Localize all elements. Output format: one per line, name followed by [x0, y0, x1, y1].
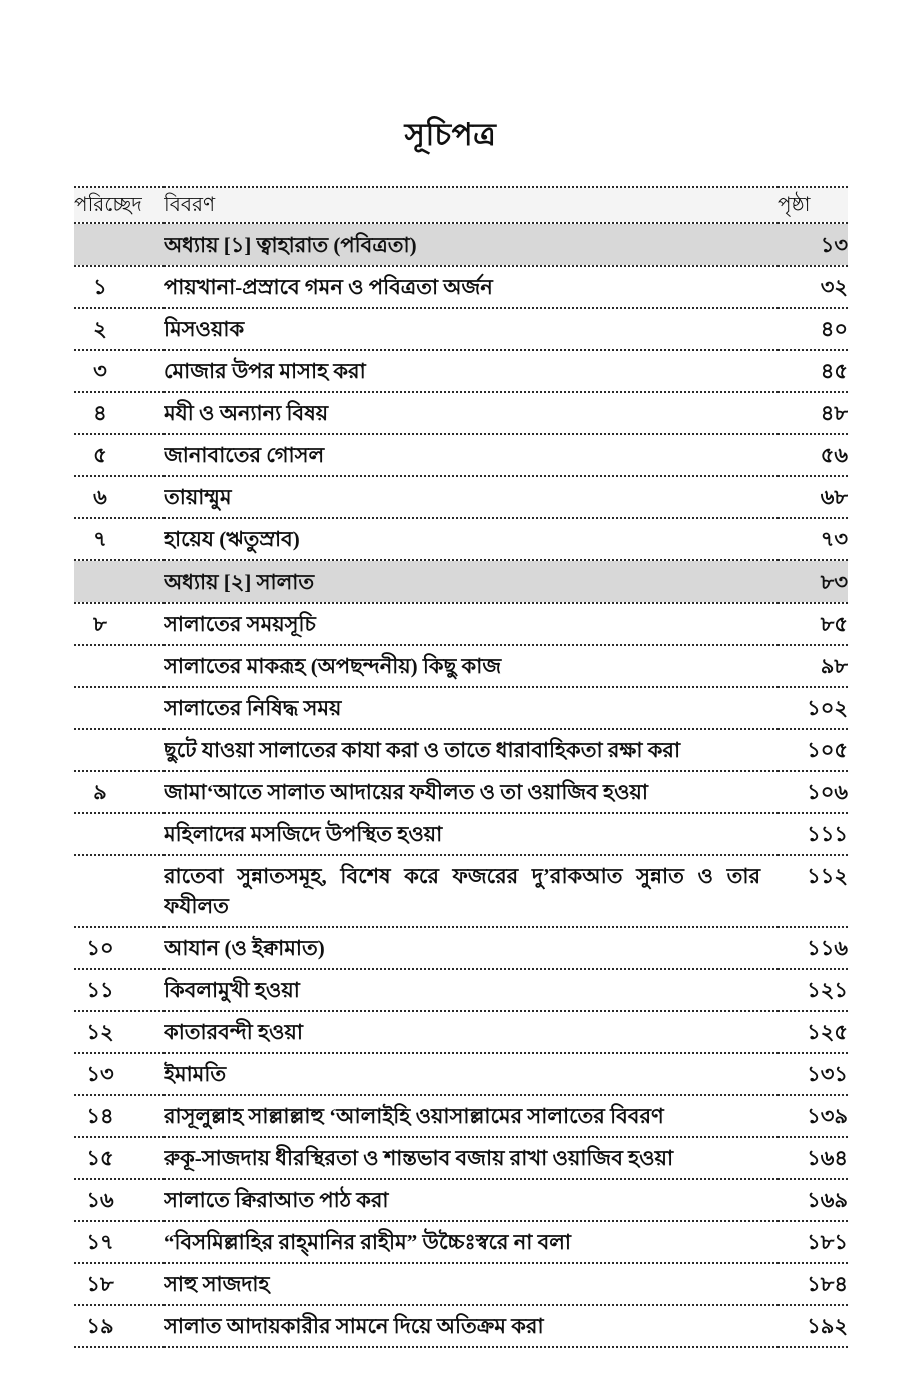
row-chapter-number: ১০ [86, 936, 114, 960]
table-row [74, 518, 848, 560]
table-row [74, 1053, 848, 1095]
row-page-number: ১৩ [820, 233, 848, 257]
row-chapter-number [74, 560, 164, 603]
row-chapter-number: ৬ [93, 485, 107, 509]
table-row [74, 1011, 848, 1053]
row-page-number: ৪০ [820, 317, 848, 341]
row-chapter-number [74, 687, 164, 729]
row-description: মোজার উপর মাসাহ করা [164, 359, 366, 383]
row-chapter-number: ১৭ [86, 1230, 114, 1254]
row-description: ছুটে যাওয়া সালাতের কাযা করা ও তাতে ধারাবাহিকতা রক্ষা করা [164, 738, 681, 762]
row-description: হায়েয (ঋতুস্রাব) [164, 527, 300, 551]
row-description: মিসওয়াক [164, 317, 245, 341]
row-chapter-number: ১৪ [86, 1104, 114, 1128]
row-page-number: ৪৫ [820, 359, 848, 383]
row-description: সালাতের সময়সূচি [164, 612, 316, 636]
row-description: পায়খানা-প্রস্রাবে গমন ও পবিত্রতা অর্জন [164, 275, 493, 299]
row-chapter-number: ১৯ [86, 1314, 114, 1338]
row-page-number: ৯৮ [820, 654, 848, 678]
row-page-number: ৫৬ [820, 443, 848, 467]
row-page-number: ১০৫ [807, 738, 848, 762]
table-row [74, 308, 848, 350]
table-row [74, 350, 848, 392]
row-page-number: ১২১ [807, 978, 848, 1002]
toc-table [74, 186, 848, 1348]
row-chapter-number: ৯ [93, 780, 107, 804]
row-description: সালাত আদায়কারীর সামনে দিয়ে অতিক্রম করা [164, 1314, 544, 1338]
row-page-number: ৬৮ [820, 485, 848, 509]
column-header-description: বিবরণ [164, 194, 216, 216]
table-row [74, 813, 848, 855]
toc-table-head [74, 187, 848, 223]
row-page-number: ৪৮ [820, 401, 848, 425]
row-chapter-number: ৭ [93, 527, 107, 551]
row-chapter-number: ১৩ [86, 1062, 114, 1086]
row-page-number: ১১১ [807, 822, 848, 846]
toc-table-body [74, 223, 848, 1347]
row-chapter-number: ১ [93, 275, 107, 299]
row-chapter-number [74, 223, 164, 266]
row-description: রুকূ-সাজদায় ধীরস্থিরতা ও শান্তভাব বজায় রাখা ওয়াজিব হওয়া [164, 1146, 674, 1170]
row-description: সালাতের নিষিদ্ধ সময় [164, 696, 342, 720]
row-description: সালাতে ক্বিরাআত পাঠ করা [164, 1188, 389, 1212]
table-row [74, 476, 848, 518]
table-row [74, 1095, 848, 1137]
table-row [74, 1179, 848, 1221]
row-chapter-number: ২ [93, 317, 107, 341]
row-page-number: ১৮১ [807, 1230, 848, 1254]
row-description: মযী ও অন্যান্য বিষয় [164, 401, 329, 425]
table-row [74, 927, 848, 969]
row-description: ইমামতি [164, 1062, 227, 1086]
row-chapter-number: ১৫ [86, 1146, 114, 1170]
row-description: রাসূলুল্লাহ সাল্লাল্লাহু ‘আলাইহি ওয়াসাল্লামের সালাতের বিবরণ [164, 1104, 664, 1128]
row-description: “বিসমিল্লাহির রাহ্‌মানির রাহীম” উচ্চৈঃস্বরে না বলা [164, 1230, 572, 1254]
chapter-heading-row [74, 223, 848, 266]
table-row [74, 1263, 848, 1305]
row-description: জানাবাতের গোসল [164, 443, 325, 467]
row-page-number: ১০৬ [807, 780, 848, 804]
table-row [74, 729, 848, 771]
table-row [74, 645, 848, 687]
row-description: কিবলামুখী হওয়া [164, 978, 300, 1002]
row-chapter-number: ৮ [93, 612, 107, 636]
table-row [74, 687, 848, 729]
row-page-number: ১২৫ [807, 1020, 848, 1044]
row-chapter-number: ৩ [93, 359, 107, 383]
table-row [74, 855, 848, 927]
row-description: জামা‘আতে সালাত আদায়ের ফযীলত ও তা ওয়াজিব হওয়া [164, 780, 649, 804]
row-chapter-number [74, 729, 164, 771]
table-row [74, 266, 848, 308]
chapter-heading-row [74, 560, 848, 603]
row-chapter-number: ১৬ [86, 1188, 114, 1212]
row-chapter-number [74, 855, 164, 927]
row-page-number: ১৬৯ [807, 1188, 848, 1212]
row-description: সাহু সাজদাহ [164, 1272, 270, 1296]
row-chapter-number: ৪ [93, 401, 107, 425]
row-description: তায়াম্মুম [164, 485, 232, 509]
column-header-page: পৃষ্ঠা [778, 194, 811, 216]
row-chapter-number: ১২ [86, 1020, 114, 1044]
table-row [74, 969, 848, 1011]
row-description: কাতারবন্দী হওয়া [164, 1020, 303, 1044]
table-row [74, 392, 848, 434]
table-row [74, 1137, 848, 1179]
row-chapter-number: ১১ [86, 978, 114, 1002]
row-chapter-number: ১৮ [86, 1272, 114, 1296]
row-page-number: ১৬৪ [807, 1146, 848, 1170]
table-row [74, 1221, 848, 1263]
row-page-number: ১৩৯ [807, 1104, 848, 1128]
row-description: আযান (ও ইক্বামাত) [164, 936, 325, 960]
table-row [74, 1305, 848, 1347]
row-page-number: ১০২ [807, 696, 848, 720]
row-description: রাতেবা সুন্নাতসমূহ, বিশেষ করে ফজরের দু’রাকআত সুন্নাত ও তার ফযীলত [164, 864, 760, 918]
row-page-number: ৮৫ [820, 612, 848, 636]
row-page-number: ৮৩ [820, 570, 848, 594]
row-chapter-number [74, 813, 164, 855]
row-description: সালাতের মাকরূহ (অপছন্দনীয়) কিছু কাজ [164, 654, 502, 678]
table-row [74, 603, 848, 645]
row-page-number: ১৮৪ [807, 1272, 848, 1296]
row-page-number: ১১৬ [807, 936, 848, 960]
row-page-number: ৩২ [820, 275, 848, 299]
row-page-number: ১৯২ [807, 1314, 848, 1338]
row-page-number: ১১২ [807, 864, 848, 888]
row-description: অধ্যায় [১] ত্বাহারাত (পবিত্রতা) [164, 233, 417, 257]
table-row [74, 434, 848, 476]
row-description: অধ্যায় [২] সালাত [164, 570, 315, 594]
row-chapter-number: ৫ [93, 443, 107, 467]
row-description: মহিলাদের মসজিদে উপস্থিত হওয়া [164, 822, 443, 846]
page-title: সূচিপত্র [404, 117, 497, 152]
table-row [74, 771, 848, 813]
row-chapter-number [74, 645, 164, 687]
column-header-chapter: পরিচ্ছেদ [74, 194, 142, 216]
row-page-number: ১৩১ [807, 1062, 848, 1086]
table-header-row [74, 187, 848, 223]
row-page-number: ৭৩ [820, 527, 848, 551]
